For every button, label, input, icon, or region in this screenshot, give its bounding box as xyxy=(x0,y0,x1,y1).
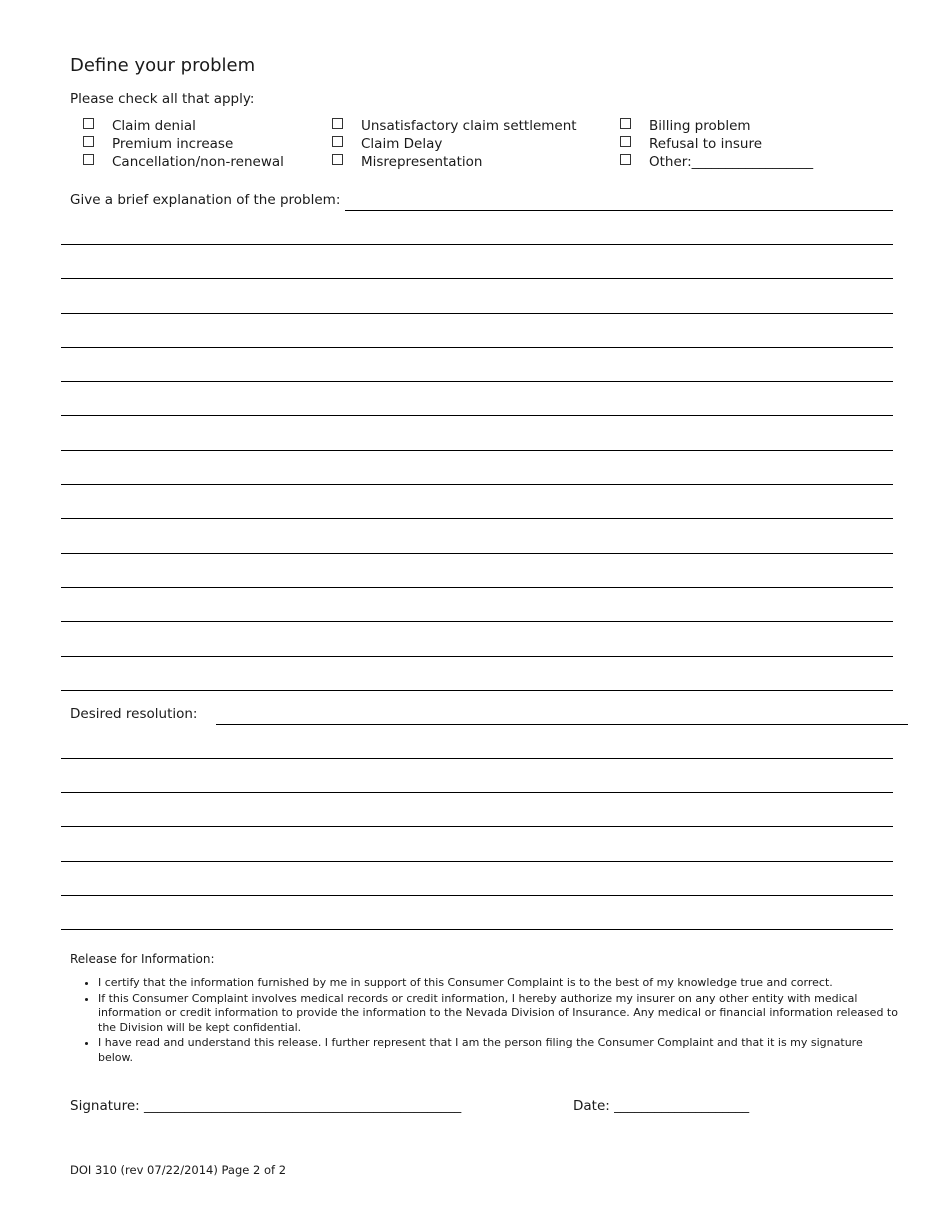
writing-line[interactable] xyxy=(61,313,893,314)
writing-line[interactable] xyxy=(61,826,893,827)
checkbox-icon[interactable] xyxy=(332,154,343,165)
writing-line[interactable] xyxy=(61,278,893,279)
writing-line[interactable] xyxy=(61,621,893,622)
writing-line[interactable] xyxy=(61,895,893,896)
writing-line[interactable] xyxy=(61,244,893,245)
checkbox-cancellation[interactable]: Cancellation/non-renewal xyxy=(83,153,284,171)
writing-line[interactable] xyxy=(61,861,893,862)
date-field[interactable]: Date: ____________________ xyxy=(573,1098,750,1114)
checkbox-icon[interactable] xyxy=(620,154,631,165)
release-title: Release for Information: xyxy=(70,952,215,966)
section-title: Define your problem xyxy=(70,55,256,76)
checkbox-billing-problem[interactable]: Billing problem xyxy=(620,117,751,135)
explanation-label: Give a brief explanation of the problem: xyxy=(70,192,341,208)
checkbox-premium-increase[interactable]: Premium increase xyxy=(83,135,233,153)
checkbox-claim-delay[interactable]: Claim Delay xyxy=(332,135,442,153)
checkbox-refusal-to-insure[interactable]: Refusal to insure xyxy=(620,135,762,153)
checkbox-icon[interactable] xyxy=(332,136,343,147)
writing-line[interactable] xyxy=(61,484,893,485)
resolution-input-line[interactable] xyxy=(216,724,908,725)
writing-line[interactable] xyxy=(61,450,893,451)
checkbox-icon[interactable] xyxy=(83,118,94,129)
checkbox-icon[interactable] xyxy=(620,118,631,129)
release-list xyxy=(78,976,898,1066)
writing-line[interactable] xyxy=(61,792,893,793)
writing-line[interactable] xyxy=(61,587,893,588)
release-item: • I certify that the information furnished by me in support of this Consumer Complaint is to the best of my knowledge true and correct. xyxy=(98,976,898,991)
writing-line[interactable] xyxy=(61,690,893,691)
writing-line[interactable] xyxy=(61,518,893,519)
check-prompt: Please check all that apply: xyxy=(70,91,255,107)
footer: DOI 310 (rev 07/22/2014) Page 2 of 2 xyxy=(70,1163,287,1177)
writing-line[interactable] xyxy=(61,415,893,416)
writing-line[interactable] xyxy=(61,656,893,657)
checkbox-icon[interactable] xyxy=(83,154,94,165)
writing-line[interactable] xyxy=(61,758,893,759)
writing-line[interactable] xyxy=(61,381,893,382)
writing-line[interactable] xyxy=(61,553,893,554)
checkbox-icon[interactable] xyxy=(83,136,94,147)
writing-line[interactable] xyxy=(61,347,893,348)
resolution-label: Desired resolution: xyxy=(70,706,198,722)
checkbox-icon[interactable] xyxy=(332,118,343,129)
release-item: • If this Consumer Complaint involves medical records or credit information, I hereby authorize my insurer on any other entity with medical information or credit information to provide the information to the Nevada Division of Insurance. Any medical or financial information released to the Division will be kept confidential. xyxy=(98,992,898,1036)
writing-line[interactable] xyxy=(61,929,893,930)
checkbox-unsatisfactory-settlement[interactable]: Unsatisfactory claim settlement xyxy=(332,117,577,135)
signature-field[interactable]: Signature: _______________________________________________ xyxy=(70,1098,462,1114)
explanation-input-line[interactable] xyxy=(345,210,893,211)
checkbox-misrepresentation[interactable]: Misrepresentation xyxy=(332,153,482,171)
checkbox-claim-denial[interactable]: Claim denial xyxy=(83,117,196,135)
release-item: • I have read and understand this release. I further represent that I am the person filing the Consumer Complaint and that it is my signature below. xyxy=(98,1036,898,1065)
checkbox-icon[interactable] xyxy=(620,136,631,147)
checkbox-other[interactable]: Other:__________________ xyxy=(620,153,813,171)
